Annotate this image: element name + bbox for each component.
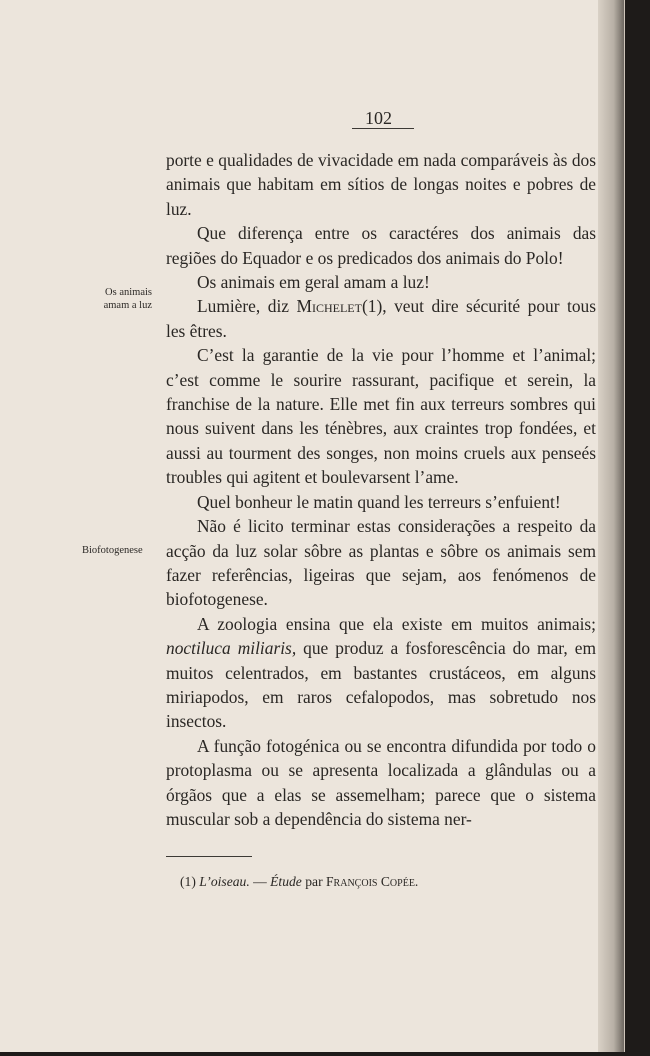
paragraph (166, 294, 596, 343)
paragraph: Não é licito terminar estas considerações a respeito da acção da luz solar sôbre as plantas e sôbre os animais sem fazer referências, ligeiras que sejam, aos fenómenos de biofotogenese. (166, 516, 596, 610)
footnote-author: François Copée. (326, 874, 419, 889)
author-name: Michelet (296, 296, 362, 317)
footnote-title: L’oiseau. (199, 874, 250, 889)
paragraph (166, 612, 596, 734)
paragraph-text: A zoologia ensina que ela existe em muitos animais; (197, 613, 596, 634)
page-number: 102 (365, 108, 392, 128)
footnote-rule (166, 856, 252, 857)
footnote-par: par (301, 874, 326, 889)
page-edge (598, 0, 624, 1052)
margin-note-line: Os animais (105, 287, 152, 298)
paragraph-text: (1), veut dire sécurité pour tous les êtres. (166, 296, 596, 341)
footnote-marker: (1) (180, 874, 200, 889)
footnote-dash: — (249, 874, 271, 889)
species-name: noctiluca miliaris, (166, 638, 297, 659)
margin-note-animais (84, 286, 152, 312)
paragraph-text: que produz a fosforescência do mar, em muitos celentrados, em bastantes crustáceos, em alguns miriapodos, em raros cefalopodos, mas sobretudo nos insectos. (166, 638, 596, 732)
body-text (166, 148, 596, 831)
paragraph: A função fotogénica ou se encontra difundida por todo o protoplasma ou se apresenta localizada a glândulas ou a órgãos que a elas se assemelham; parece que o sistema muscular sob a dependência do sistema ner- (166, 735, 596, 829)
paragraph: porte e qualidades de vivacidade em nada comparáveis às dos animais que habitam em sítios de longas noites e pobres de luz. (166, 150, 596, 219)
margin-note-biofotogenese: Biofotogenese (82, 545, 143, 556)
footnote-work: Étude (270, 874, 302, 889)
margin-note-line: amam a luz (103, 300, 152, 311)
paragraph: Quel bonheur le matin quand les terreurs s’enfuient! (197, 491, 561, 512)
paragraph: Que diferença entre os caractéres dos animais das regiões do Equador e os predicados dos animais do Polo! (166, 223, 596, 268)
footnote (180, 874, 418, 890)
paragraph-text: Lumière, diz (197, 296, 297, 317)
paragraph: Os animais em geral amam a luz! (197, 272, 430, 293)
page-number-rule (352, 128, 414, 129)
paragraph: C’est la garantie de la vie pour l’homme et l’animal; c’est comme le sourire rassurant, pacifique et serein, la franchise de la nature. Elle met fin aux terreurs sombres qui nous suivent dans les ténèbres, aux craintes trop fondées, et aussi au tourment des songes, non moins cruels aux penseés troubles qui agitent et boulevarsent l’ame. (166, 345, 596, 488)
